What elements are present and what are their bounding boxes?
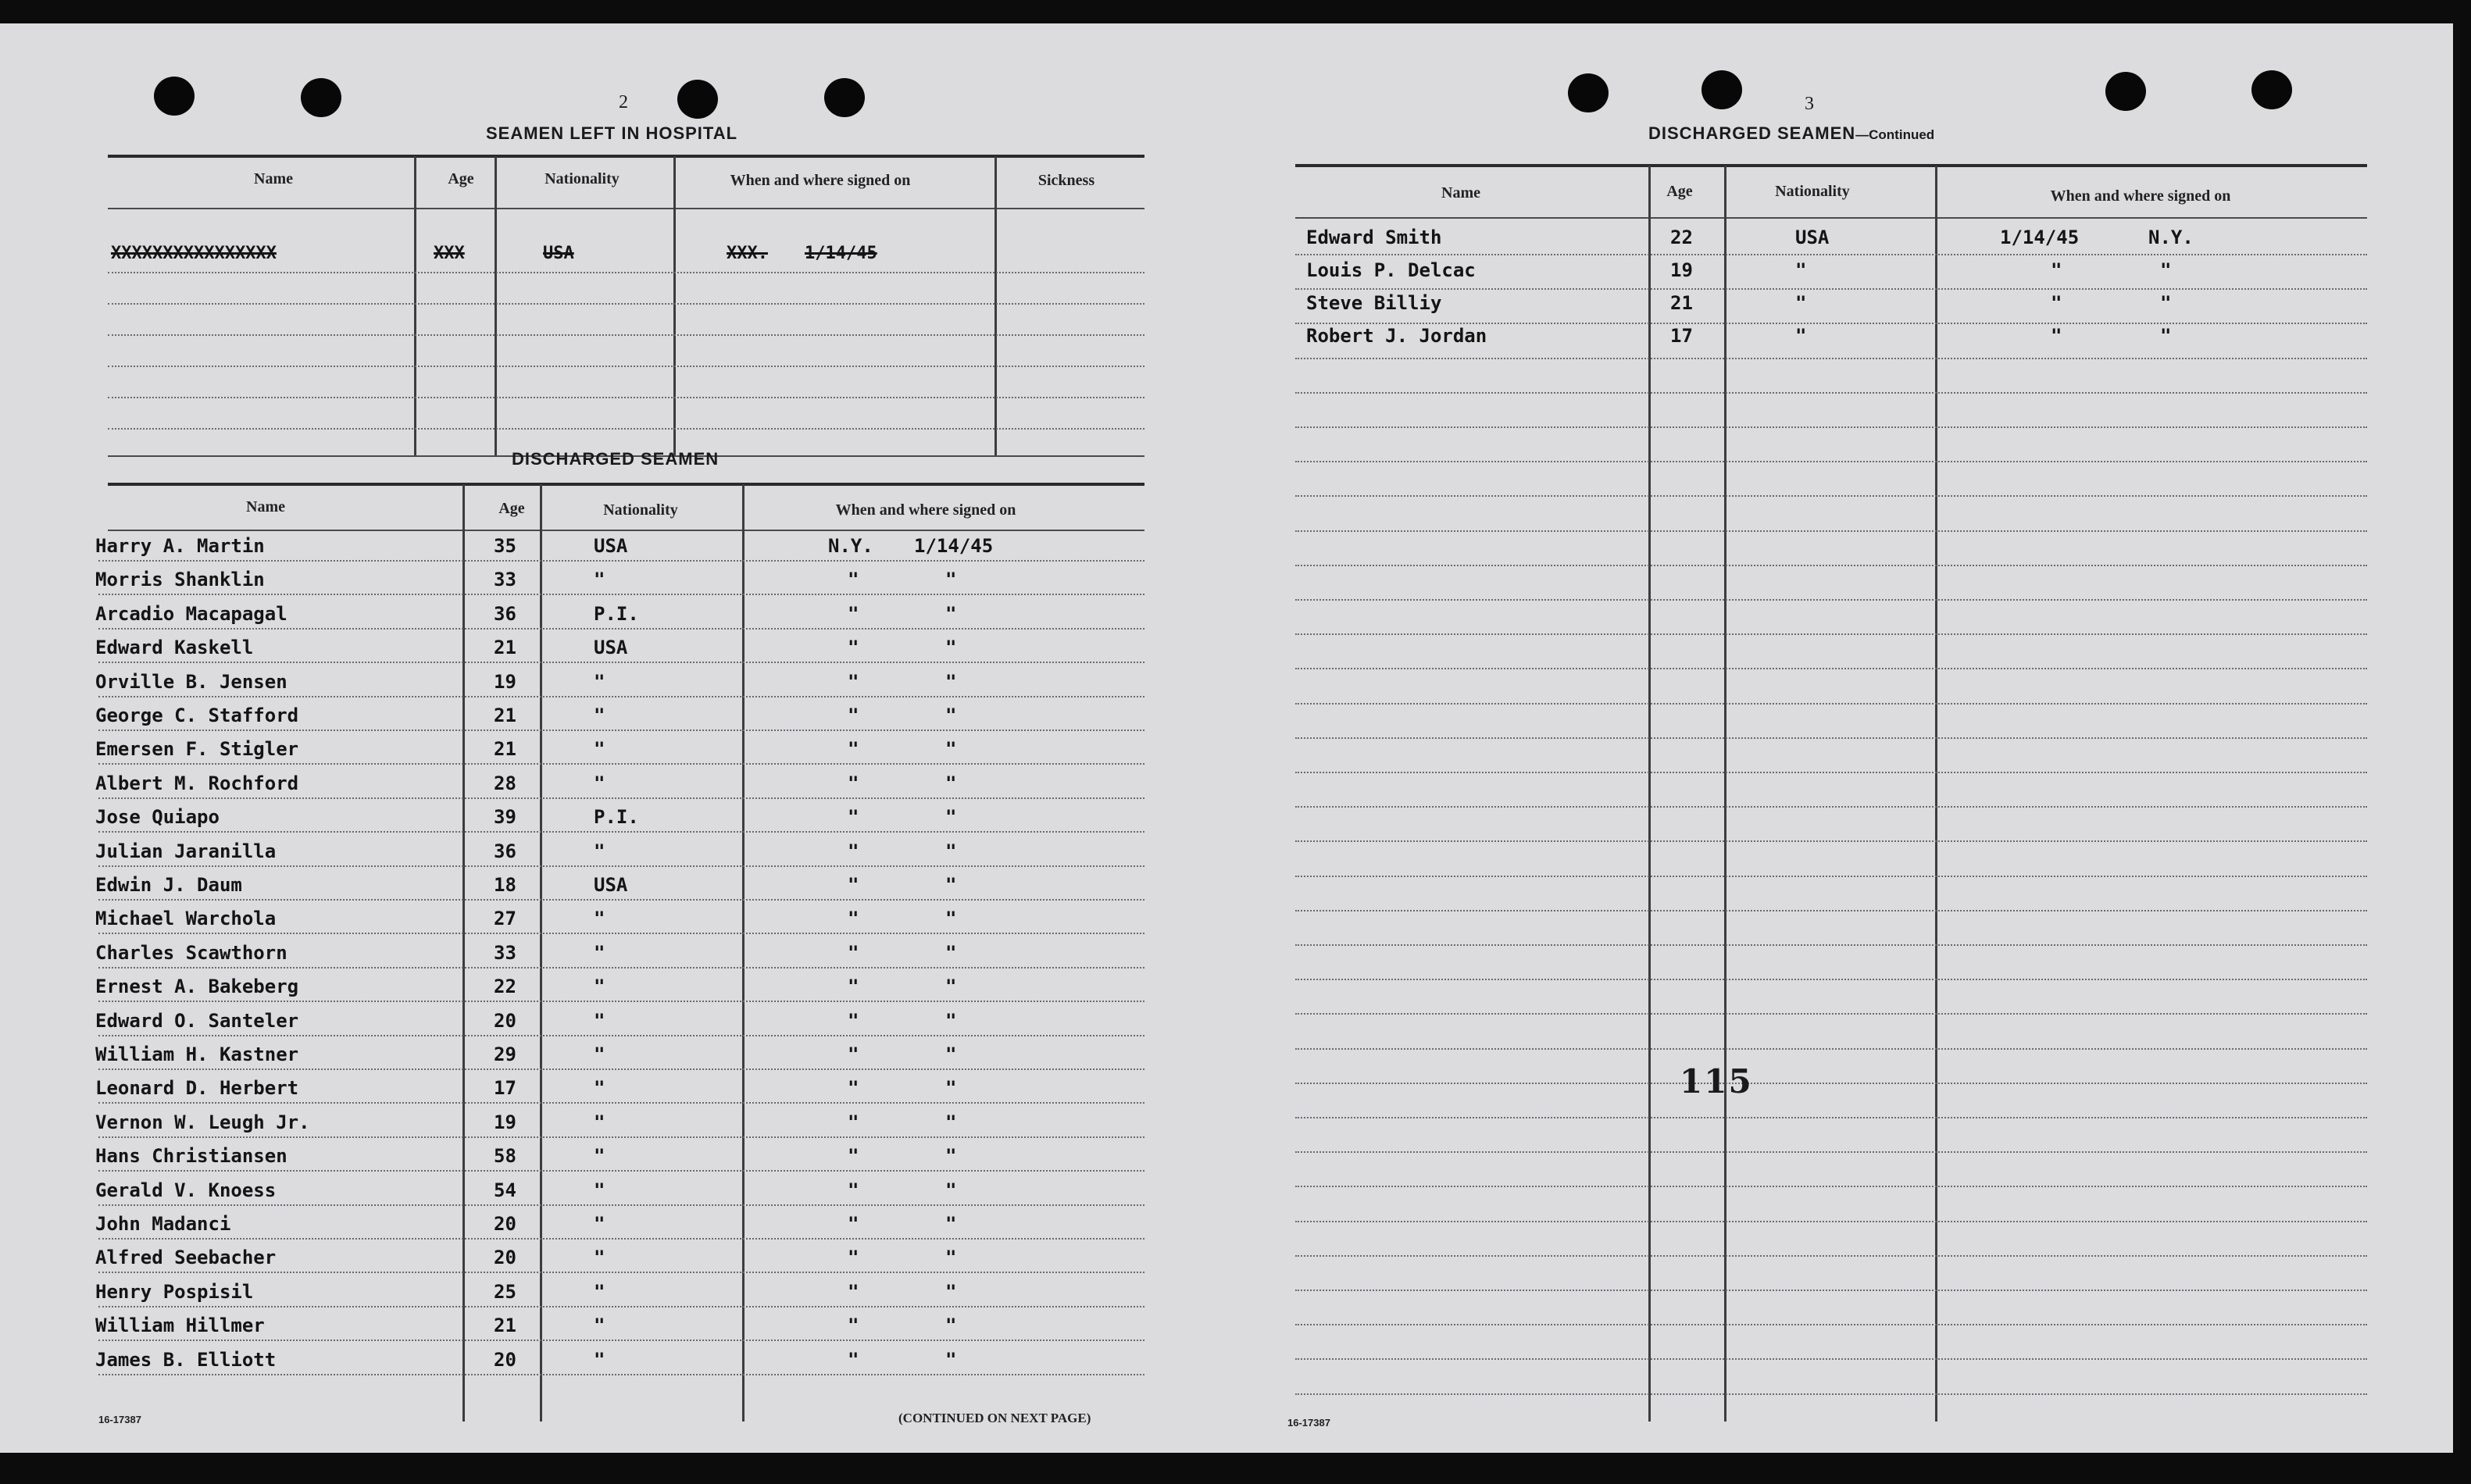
row-age: 22 xyxy=(1670,227,1693,248)
row-rule xyxy=(1295,876,2367,877)
row-age: 22 xyxy=(494,976,516,997)
row-nationality: " xyxy=(594,1315,605,1336)
row-age: 21 xyxy=(494,738,516,760)
row-nationality: " xyxy=(594,569,605,590)
header-nationality: Nationality xyxy=(1775,183,1850,200)
row-name: Edward Smith xyxy=(1306,227,1442,248)
row-signed-place: " xyxy=(848,908,859,929)
row-signed-date: " xyxy=(2051,325,2062,347)
row-nationality: P.I. xyxy=(594,806,639,828)
row-signed-place: " xyxy=(2160,292,2172,314)
header-age: Age xyxy=(498,500,525,517)
hospital-row-rule xyxy=(108,366,1144,367)
header-name: Name xyxy=(246,498,285,515)
row-name: James B. Elliott xyxy=(95,1349,277,1371)
hospital-row-rule xyxy=(108,397,1144,398)
row-signed-date: " xyxy=(945,1077,957,1099)
header-nationality: Nationality xyxy=(545,170,620,187)
row-signed-place: " xyxy=(848,1349,859,1371)
row-rule xyxy=(98,1306,1144,1307)
row-name: Ernest A. Bakeberg xyxy=(95,976,299,997)
discharged-continued-title xyxy=(1648,123,1934,144)
row-signed-place: " xyxy=(848,1281,859,1303)
row-rule xyxy=(98,1374,1144,1375)
row-signed-place: " xyxy=(848,942,859,964)
row-nationality: " xyxy=(594,840,605,862)
row-rule xyxy=(1295,1255,2367,1257)
row-signed-date: " xyxy=(945,1179,957,1201)
row-rule xyxy=(98,933,1144,934)
row-age: 21 xyxy=(494,1315,516,1336)
column-divider xyxy=(1724,166,1726,1422)
discharged-section-title: DISCHARGED SEAMEN xyxy=(512,449,720,469)
row-age: 21 xyxy=(494,705,516,726)
row-signed-date: " xyxy=(945,1010,957,1032)
punch-hole xyxy=(824,78,865,117)
row-nationality: " xyxy=(594,1349,605,1371)
header-sickness: Sickness xyxy=(1037,172,1095,189)
table-top-rule xyxy=(108,483,1144,486)
row-signed-date: " xyxy=(945,671,957,693)
row-signed-place: " xyxy=(848,1145,859,1167)
document-sheet xyxy=(0,23,2453,1453)
row-nationality: " xyxy=(594,1247,605,1268)
row-rule xyxy=(1295,910,2367,911)
row-nationality: " xyxy=(594,1179,605,1201)
row-signed-date: " xyxy=(945,840,957,862)
row-name: Julian Jaranilla xyxy=(95,840,277,862)
row-nationality: " xyxy=(1795,325,1807,347)
row-nationality: USA xyxy=(1795,227,1830,248)
hospital-row-rule xyxy=(108,428,1144,430)
column-divider xyxy=(495,156,497,457)
header-age: Age xyxy=(1666,183,1693,200)
header-rule xyxy=(108,530,1144,531)
row-rule xyxy=(1295,1186,2367,1187)
row-rule xyxy=(1295,1048,2367,1050)
row-signed-date: " xyxy=(945,942,957,964)
row-name: Henry Pospisil xyxy=(95,1281,254,1303)
row-rule xyxy=(98,1035,1144,1036)
row-signed-place: " xyxy=(848,637,859,658)
row-rule xyxy=(1295,703,2367,705)
row-signed-place: " xyxy=(848,1043,859,1065)
header-signed-on: When and where signed on xyxy=(2050,187,2231,205)
row-rule xyxy=(98,967,1144,969)
row-rule xyxy=(98,1102,1144,1104)
hospital-name: XXXXXXXXXXXXXXXX xyxy=(111,244,277,263)
row-rule xyxy=(1295,1221,2367,1222)
row-nationality: P.I. xyxy=(594,603,639,625)
page-number: 2 xyxy=(619,92,628,112)
row-rule xyxy=(1295,1393,2367,1395)
row-name: Arcadio Macapagal xyxy=(95,603,287,625)
row-name: Charles Scawthorn xyxy=(95,942,287,964)
row-rule xyxy=(1295,1358,2367,1360)
row-rule xyxy=(1295,461,2367,462)
row-signed-place: " xyxy=(848,569,859,590)
row-nationality: " xyxy=(594,1145,605,1167)
punch-hole xyxy=(301,78,341,117)
row-rule xyxy=(1295,530,2367,532)
row-signed-date: 1/14/45 xyxy=(914,535,994,557)
column-divider xyxy=(1648,166,1651,1422)
row-nationality: " xyxy=(594,1043,605,1065)
row-rule xyxy=(1295,979,2367,980)
row-signed-place: " xyxy=(848,1010,859,1032)
row-name: Jose Quiapo xyxy=(95,806,220,828)
row-age: 54 xyxy=(494,1179,516,1201)
row-rule xyxy=(1295,737,2367,739)
row-signed-date: " xyxy=(945,1281,957,1303)
row-rule xyxy=(1295,806,2367,808)
row-name: Michael Warchola xyxy=(95,908,277,929)
continued-note: (CONTINUED ON NEXT PAGE) xyxy=(898,1411,1091,1425)
row-name: George C. Stafford xyxy=(95,705,299,726)
row-rule xyxy=(1295,772,2367,773)
row-rule xyxy=(1295,1083,2367,1084)
row-name: Alfred Seebacher xyxy=(95,1247,277,1268)
row-name: Emersen F. Stigler xyxy=(95,738,299,760)
row-age: 28 xyxy=(494,772,516,794)
row-age: 35 xyxy=(494,535,516,557)
row-name: Hans Christiansen xyxy=(95,1145,287,1167)
row-signed-place: " xyxy=(848,1247,859,1268)
row-signed-date: " xyxy=(945,1043,957,1065)
table-top-rule xyxy=(108,155,1144,158)
header-rule xyxy=(1295,217,2367,219)
row-rule xyxy=(1295,1151,2367,1153)
row-nationality: USA xyxy=(594,874,628,896)
hospital-section-title: SEAMEN LEFT IN HOSPITAL xyxy=(486,123,738,143)
row-rule xyxy=(98,560,1144,562)
column-divider xyxy=(462,484,465,1422)
row-signed-place: " xyxy=(848,671,859,693)
hospital-row-rule xyxy=(108,334,1144,336)
row-signed-date: " xyxy=(945,705,957,726)
row-age: 19 xyxy=(494,1111,516,1133)
hospital-date: 1/14/45 xyxy=(805,244,877,263)
row-name: Albert M. Rochford xyxy=(95,772,299,794)
row-signed-date: " xyxy=(945,1349,957,1371)
row-nationality: " xyxy=(594,671,605,693)
page-number: 3 xyxy=(1805,94,1814,114)
row-nationality: " xyxy=(594,1281,605,1303)
row-signed-date: 1/14/45 xyxy=(2000,227,2080,248)
column-divider xyxy=(1935,166,1937,1422)
row-rule xyxy=(98,1068,1144,1070)
row-age: 33 xyxy=(494,569,516,590)
row-rule xyxy=(1295,668,2367,669)
hospital-nationality: USA xyxy=(543,244,574,263)
row-name: Vernon W. Leugh Jr. xyxy=(95,1111,310,1133)
column-divider xyxy=(414,156,416,457)
row-age: 39 xyxy=(494,806,516,828)
row-nationality: " xyxy=(594,1010,605,1032)
row-age: 36 xyxy=(494,840,516,862)
row-signed-date: " xyxy=(945,772,957,794)
row-signed-date: " xyxy=(945,569,957,590)
row-rule xyxy=(1295,323,2367,324)
row-age: 20 xyxy=(494,1213,516,1235)
row-rule xyxy=(1295,565,2367,566)
row-age: 58 xyxy=(494,1145,516,1167)
row-signed-place: " xyxy=(848,705,859,726)
header-signed-on: When and where signed on xyxy=(730,172,911,189)
title-main: DISCHARGED SEAMEN xyxy=(1648,123,1856,143)
title-suffix: —Continued xyxy=(1855,127,1935,142)
row-rule xyxy=(98,628,1144,630)
header-name: Name xyxy=(1441,184,1480,202)
row-name: Orville B. Jensen xyxy=(95,671,287,693)
row-name: Edward O. Santeler xyxy=(95,1010,299,1032)
row-nationality: " xyxy=(594,1213,605,1235)
row-age: 36 xyxy=(494,603,516,625)
form-number: 16-17387 xyxy=(98,1414,141,1425)
row-signed-place: " xyxy=(848,806,859,828)
row-nationality: " xyxy=(594,738,605,760)
column-divider xyxy=(994,156,997,457)
row-rule xyxy=(1295,1117,2367,1118)
row-age: 27 xyxy=(494,908,516,929)
row-rule xyxy=(98,1001,1144,1002)
row-rule xyxy=(1295,599,2367,601)
form-number: 16-17387 xyxy=(1287,1417,1330,1429)
row-age: 29 xyxy=(494,1043,516,1065)
column-divider xyxy=(673,156,676,457)
row-signed-date: " xyxy=(945,976,957,997)
row-signed-place: " xyxy=(2160,325,2172,347)
row-nationality: " xyxy=(1795,292,1807,314)
row-signed-date: " xyxy=(945,1213,957,1235)
row-signed-date: " xyxy=(945,738,957,760)
row-rule xyxy=(98,662,1144,663)
row-nationality: " xyxy=(594,976,605,997)
punch-hole xyxy=(1568,73,1609,112)
row-rule xyxy=(98,594,1144,595)
row-nationality: " xyxy=(594,772,605,794)
row-signed-date: " xyxy=(945,806,957,828)
row-age: 19 xyxy=(494,671,516,693)
row-rule xyxy=(1295,1324,2367,1325)
punch-hole xyxy=(2105,72,2146,111)
row-signed-date: " xyxy=(945,908,957,929)
row-rule xyxy=(1295,392,2367,394)
row-signed-place: " xyxy=(848,1111,859,1133)
row-signed-place: " xyxy=(848,1179,859,1201)
row-nationality: USA xyxy=(594,535,628,557)
row-signed-date: " xyxy=(945,1111,957,1133)
row-nationality: " xyxy=(594,1111,605,1133)
row-signed-place: " xyxy=(848,1315,859,1336)
row-name: Edward Kaskell xyxy=(95,637,254,658)
row-age: 20 xyxy=(494,1349,516,1371)
row-rule xyxy=(98,730,1144,731)
row-rule xyxy=(1295,254,2367,255)
row-rule xyxy=(1295,944,2367,946)
row-age: 21 xyxy=(494,637,516,658)
punch-hole xyxy=(1701,70,1742,109)
stamp-number: 115 xyxy=(1680,1062,1753,1101)
row-name: Louis P. Delcac xyxy=(1306,259,1476,281)
column-divider xyxy=(742,484,745,1422)
row-rule xyxy=(1295,358,2367,359)
row-rule xyxy=(1295,633,2367,635)
row-rule xyxy=(98,1136,1144,1138)
header-age: Age xyxy=(448,170,474,187)
header-name: Name xyxy=(254,170,293,187)
row-rule xyxy=(98,696,1144,697)
row-rule xyxy=(98,1340,1144,1341)
row-signed-place: " xyxy=(848,772,859,794)
row-rule xyxy=(1295,426,2367,428)
row-name: Leonard D. Herbert xyxy=(95,1077,299,1099)
row-nationality: " xyxy=(594,1077,605,1099)
row-age: 17 xyxy=(1670,325,1693,347)
hospital-age: XXX xyxy=(434,244,465,263)
header-signed-on: When and where signed on xyxy=(835,501,1016,519)
row-signed-date: " xyxy=(945,874,957,896)
row-age: 20 xyxy=(494,1247,516,1268)
row-signed-date: " xyxy=(945,1145,957,1167)
row-rule xyxy=(1295,840,2367,842)
row-nationality: " xyxy=(594,942,605,964)
row-signed-date: " xyxy=(2051,292,2062,314)
row-name: John Madanci xyxy=(95,1213,231,1235)
row-rule xyxy=(98,1204,1144,1206)
row-rule xyxy=(98,1272,1144,1273)
row-rule xyxy=(98,1170,1144,1172)
row-nationality: USA xyxy=(594,637,628,658)
hospital-row-rule xyxy=(108,272,1144,273)
row-signed-place: " xyxy=(2160,259,2172,281)
row-name: Robert J. Jordan xyxy=(1306,325,1487,347)
row-rule xyxy=(98,865,1144,867)
row-signed-place: N.Y. xyxy=(828,535,873,557)
row-name: Harry A. Martin xyxy=(95,535,265,557)
row-rule xyxy=(1295,1013,2367,1015)
row-rule xyxy=(98,899,1144,901)
row-signed-place: " xyxy=(848,603,859,625)
row-age: 19 xyxy=(1670,259,1693,281)
row-nationality: " xyxy=(1795,259,1807,281)
punch-hole xyxy=(677,80,718,119)
row-signed-place: " xyxy=(848,1213,859,1235)
row-signed-place: N.Y. xyxy=(2148,227,2194,248)
row-nationality: " xyxy=(594,705,605,726)
row-rule xyxy=(98,1238,1144,1240)
row-signed-place: " xyxy=(848,840,859,862)
column-divider xyxy=(540,484,542,1422)
punch-hole xyxy=(154,77,195,116)
punch-hole xyxy=(2251,70,2292,109)
hospital-row-rule xyxy=(108,303,1144,305)
row-name: Steve Billiy xyxy=(1306,292,1442,314)
row-rule xyxy=(98,831,1144,833)
row-rule xyxy=(1295,495,2367,497)
row-age: 18 xyxy=(494,874,516,896)
header-nationality: Nationality xyxy=(603,501,678,519)
row-rule xyxy=(98,763,1144,765)
row-rule xyxy=(98,797,1144,799)
row-age: 17 xyxy=(494,1077,516,1099)
hospital-place: XXX. xyxy=(727,244,768,263)
row-name: Edwin J. Daum xyxy=(95,874,242,896)
row-age: 21 xyxy=(1670,292,1693,314)
row-name: Gerald V. Knoess xyxy=(95,1179,277,1201)
row-age: 20 xyxy=(494,1010,516,1032)
row-name: Morris Shanklin xyxy=(95,569,265,590)
row-signed-date: " xyxy=(945,1247,957,1268)
row-signed-place: " xyxy=(848,738,859,760)
row-rule xyxy=(1295,1290,2367,1291)
row-signed-date: " xyxy=(2051,259,2062,281)
row-age: 33 xyxy=(494,942,516,964)
row-name: William Hillmer xyxy=(95,1315,265,1336)
row-signed-place: " xyxy=(848,976,859,997)
row-nationality: " xyxy=(594,908,605,929)
header-rule xyxy=(108,208,1144,209)
row-name: William H. Kastner xyxy=(95,1043,299,1065)
row-signed-date: " xyxy=(945,1315,957,1336)
row-signed-date: " xyxy=(945,637,957,658)
row-signed-place: " xyxy=(848,874,859,896)
table-top-rule xyxy=(1295,164,2367,167)
row-signed-date: " xyxy=(945,603,957,625)
row-rule xyxy=(1295,288,2367,290)
row-signed-place: " xyxy=(848,1077,859,1099)
row-age: 25 xyxy=(494,1281,516,1303)
